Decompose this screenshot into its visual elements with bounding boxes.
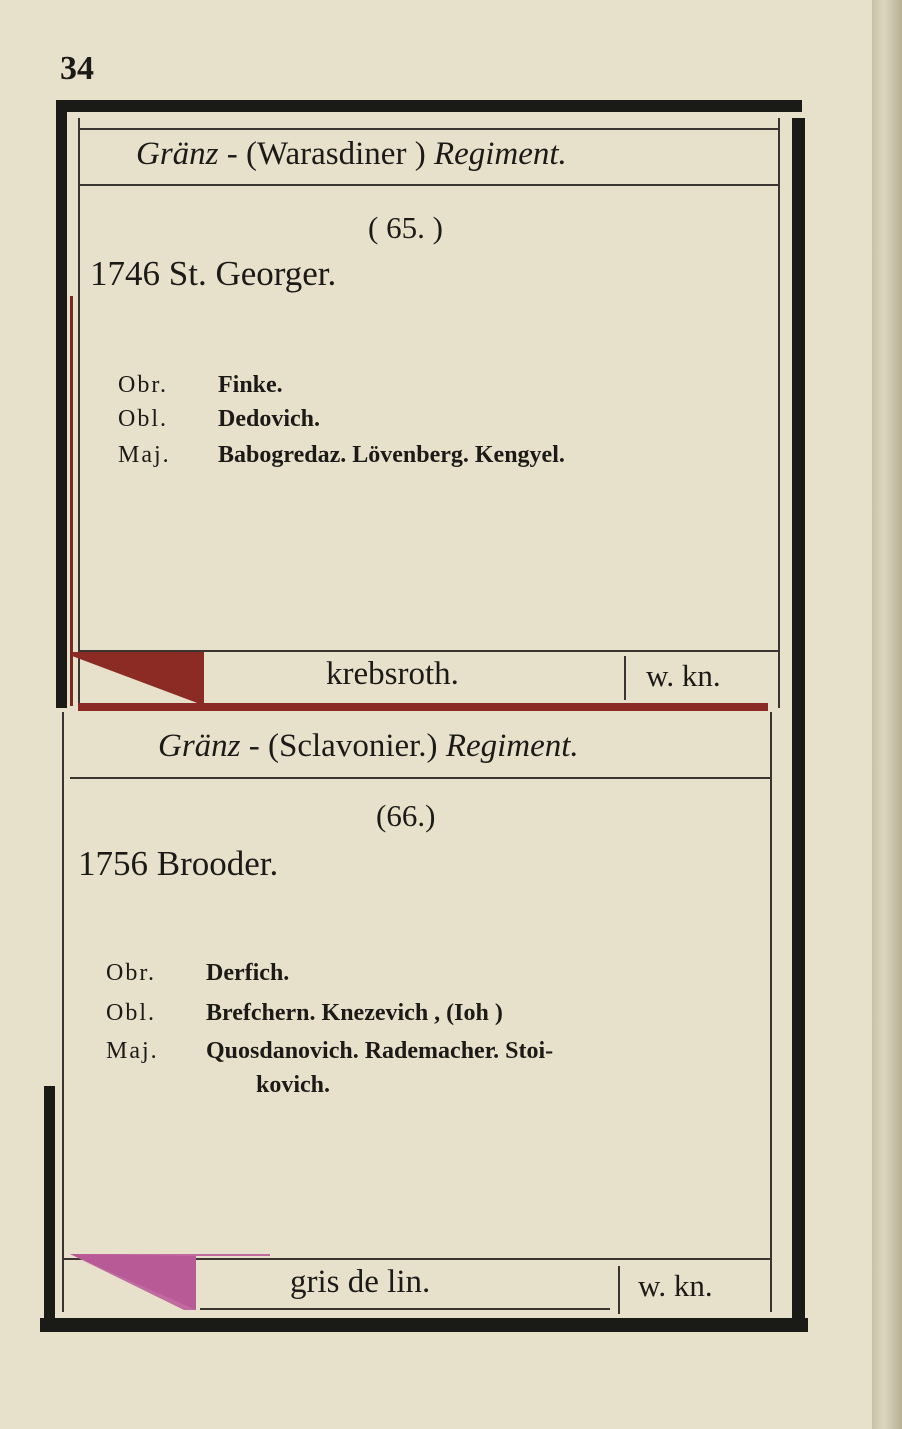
frame-bottom-border (40, 1318, 808, 1332)
regiment-number: (66.) (376, 798, 436, 833)
footer-divider (624, 656, 626, 700)
button-color-label: w. kn. (638, 1268, 713, 1303)
regiment-number: ( 65. ) (368, 210, 443, 245)
inner-left-rule-lower (62, 712, 64, 1312)
page-edge (872, 0, 902, 1429)
regiment-heading: Gränz - (Sclavonier.) Regiment. (158, 728, 579, 764)
gris-de-lin-color-swatch (64, 1250, 274, 1312)
regiment-heading: Gränz - (Warasdiner ) Regiment. (136, 136, 567, 172)
officer-line: Maj. Babogredaz. Lövenberg. Kengyel. (118, 442, 565, 468)
officer-line: Obr. Finke. (118, 372, 283, 398)
inner-right-rule (778, 118, 780, 708)
frame-right-border (792, 118, 805, 1328)
inner-left-rule (78, 118, 80, 708)
inner-right-rule-lower (770, 712, 772, 1312)
button-color-label: w. kn. (646, 658, 721, 693)
officer-line: Obr. Derfich. (106, 960, 290, 986)
officer-line: Obl. Dedovich. (118, 406, 320, 432)
officer-line: Maj. Quosdanovich. Rademacher. Stoi- (106, 1038, 554, 1064)
frame-top-border (56, 100, 802, 112)
frame-left-red-rule (70, 296, 73, 706)
officer-line: Obl. Brefchern. Knezevich , (Ioh ) (106, 1000, 503, 1026)
page-number: 34 (60, 50, 94, 87)
regiment-founding: 1756 Brooder. (78, 844, 279, 883)
officer-line-continuation: kovich. (256, 1072, 331, 1098)
frame-left-border-lower (44, 1086, 55, 1326)
footer-bottom-rule (200, 1308, 610, 1310)
heading-bottom-rule (70, 777, 770, 779)
footer-divider (618, 1266, 620, 1314)
section-divider (78, 703, 768, 711)
heading-bottom-rule (78, 184, 778, 186)
facing-color-label: krebsroth. (326, 656, 459, 692)
heading-top-rule (78, 128, 778, 130)
frame-left-border (56, 108, 67, 708)
facing-color-label: gris de lin. (290, 1264, 431, 1300)
krebsroth-color-swatch (72, 650, 206, 706)
regiment-founding: 1746 St. Georger. (90, 254, 337, 293)
